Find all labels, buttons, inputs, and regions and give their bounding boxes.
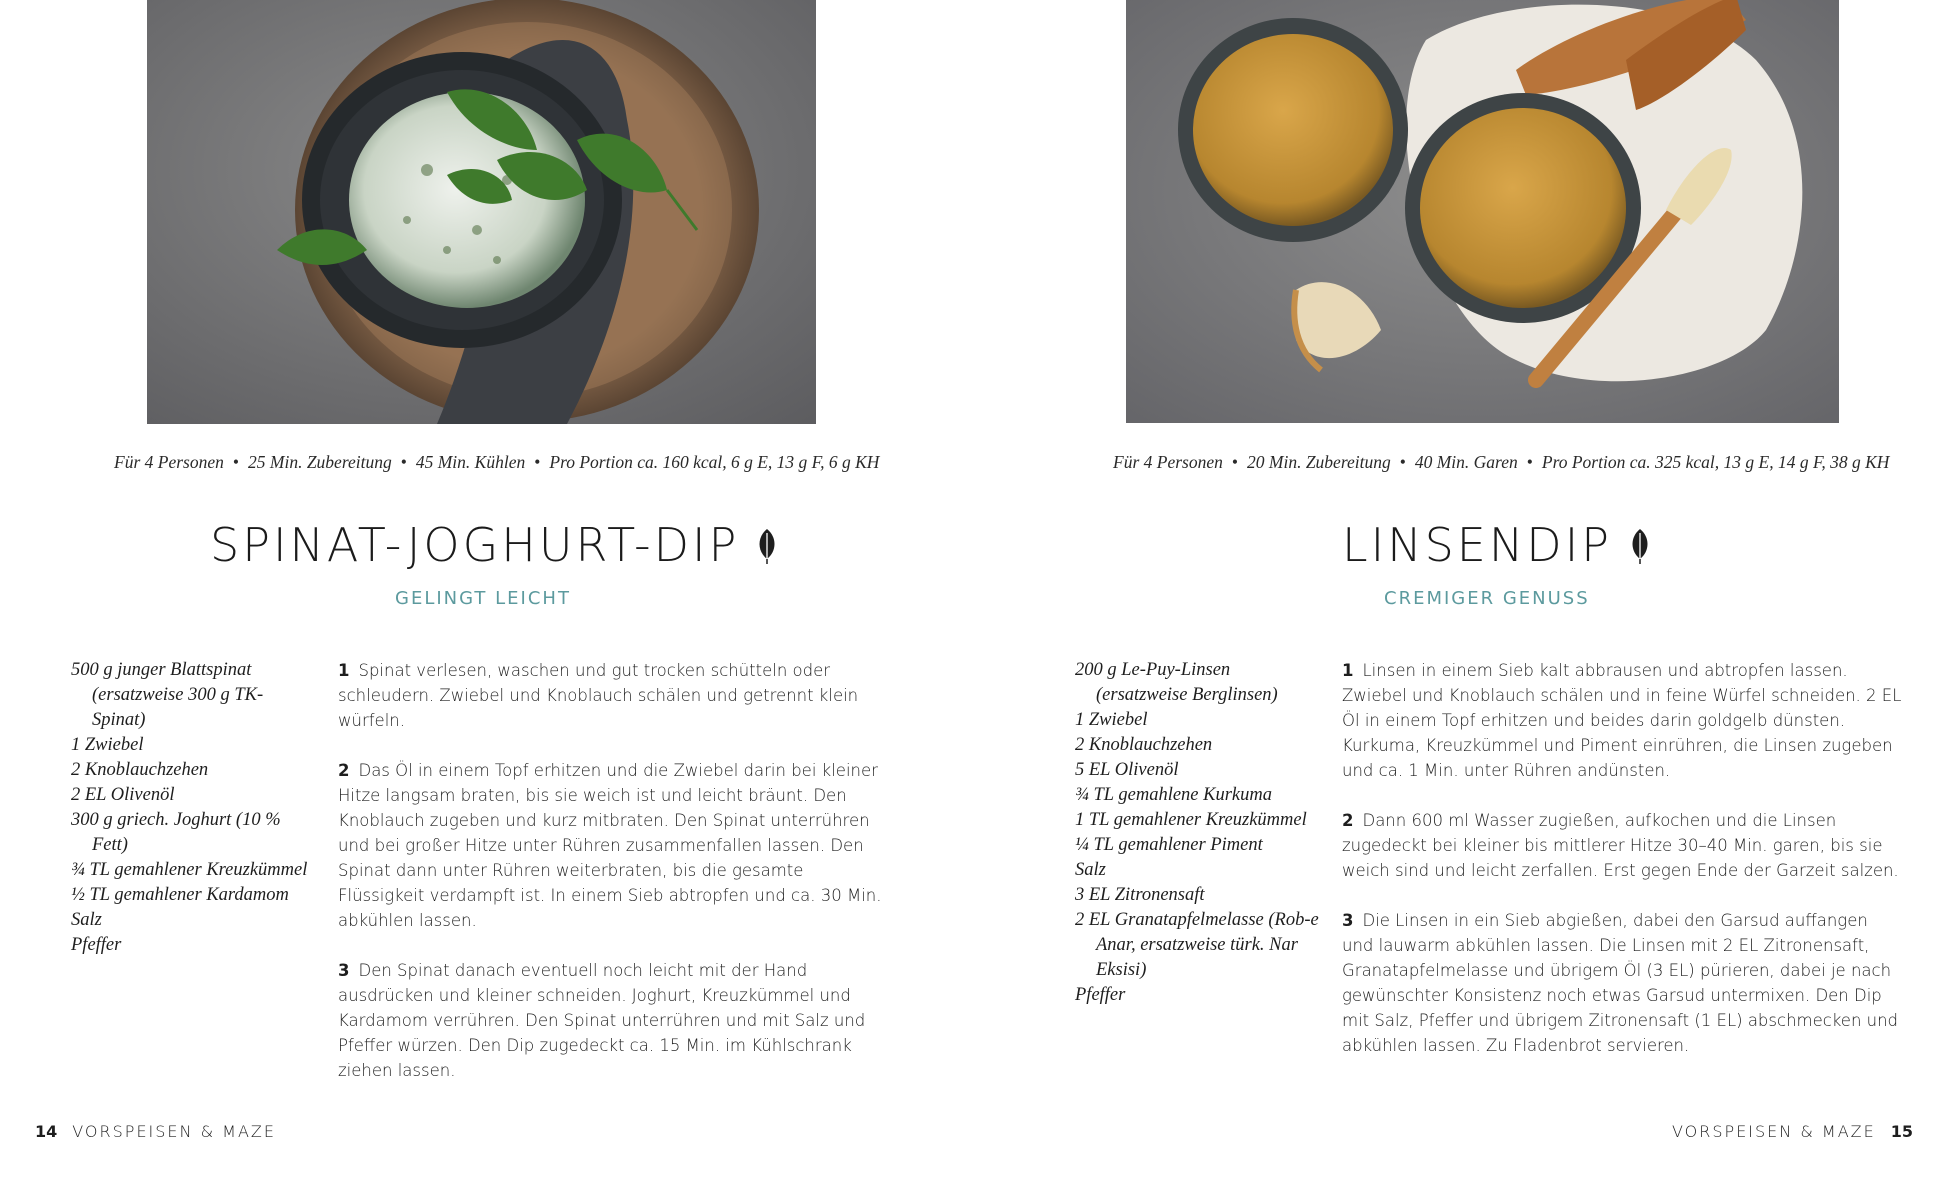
ingredient-item: 2 EL Granatapfelmelasse (Rob-e Anar, ersatzweise türk. Nar Eksisi) [1075,910,1319,980]
lentil-dip-photo [1126,0,1839,423]
meta-servings: Für 4 Personen [114,452,224,472]
meta-prep-time: 25 Min. Zubereitung [248,452,392,472]
step-number: 2 [1342,811,1354,830]
step-number: 3 [1342,911,1354,930]
recipe-subtitle: GELINGT LEICHT [395,588,571,609]
step-3 [1342,908,1904,1058]
section-name: VORSPEISEN & MAZE [72,1122,276,1141]
meta-prep-time: 20 Min. Zubereitung [1247,452,1391,472]
meta-cook-time: 40 Min. Garen [1414,452,1518,472]
leaf-icon [1628,527,1652,565]
recipe-meta [114,452,879,473]
instruction-steps [1342,658,1904,1083]
recipe-title-text: SPINAT-JOGHURT-DIP [210,518,740,572]
ingredient-list [1075,658,1325,1008]
ingredient-item: 2 Knoblauchzehen [1075,735,1213,755]
ingredient-item: 500 g junger Blattspinat (ersatzweise 300 g TK-Spinat) [71,660,264,730]
step-text: Den Spinat danach eventuell noch leicht mit der Hand ausdrücken und kleiner schneiden. Joghurt, Kreuzkümmel und Kardamom verrühren. Den Spinat unterrühren und mit Salz und Pfeffer würzen. Den Dip zugedeckt ca. 15 Min. im Kühlschrank ziehen lassen. [338,961,866,1080]
page-number: 14 [35,1122,58,1141]
meta-separator: • [1526,452,1533,472]
step-number: 1 [1342,661,1354,680]
right-page [974,0,1948,1181]
meta-separator: • [400,452,407,472]
recipe-title-text: LINSENDIP [1342,518,1613,572]
step-1 [338,658,892,733]
step-text: Linsen in einem Sieb kalt abbrausen und abtropfen lassen. Zwiebel und Knoblauch schälen und in feine Würfel schneiden. 2 EL Öl in einem Topf erhitzen und beides darin goldgelb dünsten. Kurkuma, Kreuzkümmel und Piment einrühren, die Linsen zugeben und ca. 1 Min. unter Rühren andünsten. [1342,661,1902,780]
recipe-title [1342,518,1652,572]
recipe-subtitle: CREMIGER GENUSS [1384,588,1590,609]
ingredient-item: Salz [1075,860,1106,880]
ingredient-item: 3 EL Zitronensaft [1075,885,1205,905]
step-number: 2 [338,761,350,780]
page-number: 15 [1890,1122,1913,1141]
meta-nutrition: Pro Portion ca. 325 kcal, 13 g E, 14 g F, 38 g KH [1541,452,1890,472]
step-text: Dann 600 ml Wasser zugießen, aufkochen und die Linsen zugedeckt bei kleiner bis mittlerer Hitze 30–40 Min. garen, bis sie weich sind und leicht zerfallen. Erst gegen Ende der Garzeit salzen. [1342,811,1899,880]
ingredient-item: 2 EL Olivenöl [71,785,175,805]
step-text: Die Linsen in ein Sieb abgießen, dabei den Garsud auffangen und lauwarm abkühlen lassen. Die Linsen mit 2 EL Zitronensaft, Granatapfelmelasse und übrigem Öl (3 EL) pürieren, dabei je nach gewünschter Konsistenz noch etwas Garsud untermixen. Den Dip mit Salz, Pfeffer und übrigem Zitronensaft (1 EL) abschmecken und abkühlen lassen. Zu Fladenbrot servieren. [1342,911,1899,1055]
spinach-dip-photo [147,0,816,424]
leaf-icon [755,527,779,565]
step-number: 3 [338,961,350,980]
ingredient-item: Pfeffer [1075,985,1126,1005]
meta-chill-time: 45 Min. Kühlen [415,452,526,472]
meta-separator: • [1231,452,1238,472]
ingredient-item: Pfeffer [71,935,122,955]
ingredient-item: 300 g griech. Joghurt (10 % Fett) [71,810,281,855]
ingredient-item: 200 g Le-Puy-Linsen (ersatzweise Berglinsen) [1075,660,1278,705]
ingredient-item: 1 Zwiebel [1075,710,1148,730]
recipe-meta [1113,452,1889,473]
ingredient-item: ¾ TL gemahlener Kreuzkümmel [71,860,308,880]
ingredient-list [71,658,311,958]
meta-separator: • [232,452,239,472]
ingredient-item: ¼ TL gemahlener Piment [1075,835,1263,855]
ingredient-item: 1 Zwiebel [71,735,144,755]
step-text: Das Öl in einem Topf erhitzen und die Zwiebel darin bei kleiner Hitze langsam braten, bis sie weich ist und leicht bräunt. Den Knoblauch zugeben und kurz mitbraten. Den Spinat unterrühren und bei großer Hitze unter Rühren zusammenfallen lassen. Den Spinat dann unter Rühren weiterbraten, bis die gesamte Flüssigkeit verdampft ist. In einem Sieb abtropfen und ca. 30 Min. abkühlen lassen. [338,761,882,930]
spinach-yogurt-dip-photo-icon [147,0,816,424]
step-number: 1 [338,661,350,680]
ingredient-item: 2 Knoblauchzehen [71,760,209,780]
step-2 [338,758,892,933]
ingredient-item: Salz [71,910,102,930]
recipe-title [210,518,779,572]
section-name: VORSPEISEN & MAZE [1672,1122,1876,1141]
page-footer [35,1122,276,1141]
meta-nutrition: Pro Portion ca. 160 kcal, 6 g E, 13 g F, 6 g KH [549,452,880,472]
ingredient-item: ½ TL gemahlener Kardamom [71,885,289,905]
ingredient-item: 5 EL Olivenöl [1075,760,1179,780]
step-text: Spinat verlesen, waschen und gut trocken schütteln oder schleudern. Zwiebel und Knoblauch schälen und getrennt klein würfeln. [338,661,859,730]
step-3 [338,958,892,1083]
meta-servings: Für 4 Personen [1113,452,1223,472]
ingredient-item: 1 TL gemahlener Kreuzkümmel [1075,810,1307,830]
meta-separator: • [534,452,541,472]
instruction-steps [338,658,892,1108]
step-2 [1342,808,1904,883]
step-1 [1342,658,1904,783]
lentil-dip-photo-icon [1126,0,1839,423]
meta-separator: • [1399,452,1406,472]
page-footer [1672,1122,1913,1141]
ingredient-item: ¾ TL gemahlene Kurkuma [1075,785,1272,805]
